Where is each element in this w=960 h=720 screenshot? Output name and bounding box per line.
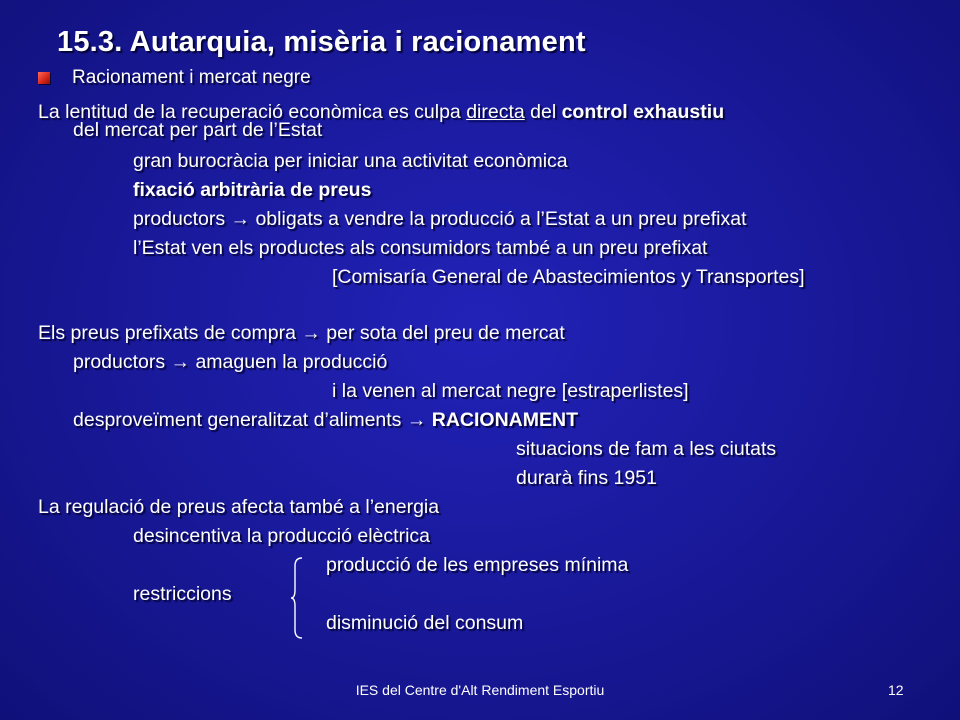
text-line: desproveïment generalitzat d’aliments → RACIONAMENT bbox=[73, 409, 579, 431]
curly-brace-icon bbox=[290, 556, 304, 640]
text-line: l’Estat ven els productes als consumidors també a un preu prefixat bbox=[133, 237, 708, 259]
text-line: fixació arbitrària de preus bbox=[133, 179, 372, 201]
paragraph-1-line-2: del mercat per part de l’Estat bbox=[73, 119, 323, 141]
text-line: desincentiva la producció elèctrica bbox=[133, 525, 430, 547]
text-line: producció de les empreses mínima bbox=[326, 554, 629, 576]
paragraph-1-line-1: La lentitud de la recuperació econòmica es culpa directa del control exhaustiu bbox=[38, 101, 725, 123]
footer-institution: IES del Centre d'Alt Rendiment Esportiu bbox=[355, 682, 605, 698]
subtitle: Racionament i mercat negre bbox=[72, 67, 311, 88]
text-line: situacions de fam a les ciutats bbox=[516, 438, 777, 460]
text-line: restriccions bbox=[133, 583, 232, 605]
page-number: 12 bbox=[888, 682, 904, 698]
text-line: i la venen al mercat negre [estraperlistes] bbox=[332, 380, 689, 402]
text-line: La regulació de preus afecta també a l’energia bbox=[38, 496, 440, 518]
square-bullet-icon bbox=[38, 72, 50, 84]
text-line: Els preus prefixats de compra → per sota del preu de mercat bbox=[38, 322, 565, 344]
text-line: gran burocràcia per iniciar una activitat econòmica bbox=[133, 150, 568, 172]
text-line: productors → obligats a vendre la producció a l’Estat a un preu prefixat bbox=[133, 208, 747, 230]
subtitle-row bbox=[38, 67, 311, 89]
text-line: durarà fins 1951 bbox=[516, 467, 657, 489]
text-line: productors → amaguen la producció bbox=[73, 351, 388, 373]
text-line: [Comisaría General de Abastecimientos y Transportes] bbox=[332, 266, 805, 288]
slide-title: 15.3. Autarquia, misèria i racionament bbox=[57, 26, 586, 58]
text-line: disminució del consum bbox=[326, 612, 524, 634]
